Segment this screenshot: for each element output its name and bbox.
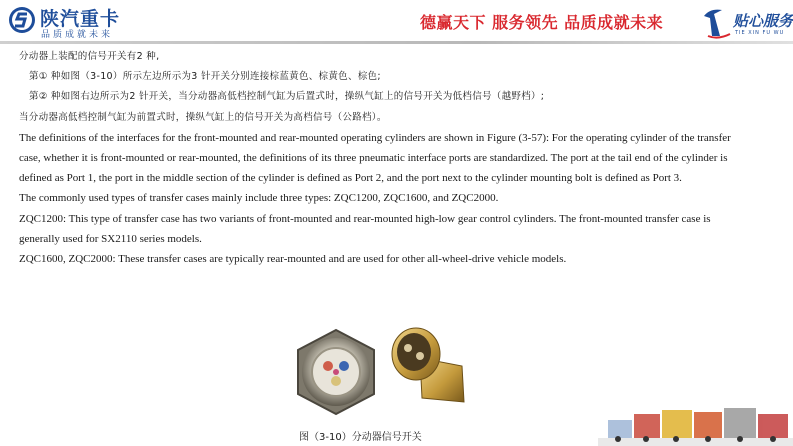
text-line: 第① 种如图（3-10）所示左边所示为3 针开关分别连接棕蓝黄色、棕黄色、棕色; <box>29 71 381 83</box>
text-line: case, whether it is front-mounted or rear-mounted, the definitions of its three pneumatic interface ports are standardized. The port at the tail end of the cylinder is <box>19 151 728 164</box>
two-pin-switch-photo <box>386 318 470 408</box>
text-line: 分动器上装配的信号开关有2 种, <box>19 51 160 62</box>
three-pin-switch-photo <box>290 326 382 418</box>
page-header <box>0 0 793 44</box>
text-line: defined as Port 1, the port in the middle section of the cylinder is defined as Port 2, and the port next to the cylinder mounting bolt is defined as Port 3. <box>19 172 682 185</box>
shacman-logo-icon <box>8 6 36 34</box>
text-line: ZQC1200: This type of transfer case has two variants of front-mounted and rear-mounted high-low gear control cylinders. The front-mounted transfer case is <box>19 212 711 225</box>
text-line: ZQC1600, ZQC2000: These transfer cases are typically rear-mounted and are used for other all-wheel-drive vehicle models. <box>19 252 567 265</box>
figure-caption: 图（3-10）分动器信号开关 <box>299 432 422 443</box>
truck-fleet-image <box>598 402 793 446</box>
brand-subtitle: 品质成就未来 <box>41 30 114 40</box>
body-text <box>19 47 789 269</box>
text-line: 当分动器高低档控制气缸为前置式时，操纵气缸上的信号开关为高档信号（公路档）。 <box>19 111 387 123</box>
text-line: The commonly used types of transfer cases mainly include three types: ZQC1200, ZQC1600, and ZQC2000. <box>19 192 499 205</box>
service-title: 贴心服务 <box>733 12 793 30</box>
text-line: generally used for SX2110 series models. <box>19 232 202 245</box>
header-slogan: 德赢天下 服务领先 品质成就未来 <box>420 13 664 32</box>
header-divider <box>0 41 793 44</box>
brand-title: 陕汽重卡 <box>40 8 121 30</box>
service-subtitle: TIE XIN FU WU <box>735 30 785 36</box>
text-line: 第② 种如图右边所示为2 针开关，当分动器高低档控制气缸为后置式时，操纵气缸上的信号开关为低档信号（越野档）; <box>29 91 545 103</box>
text-line: The definitions of the interfaces for the front-mounted and rear-mounted operating cylinders are shown in Figure (3-57): For the operating cylinder of the transfer <box>19 131 731 144</box>
